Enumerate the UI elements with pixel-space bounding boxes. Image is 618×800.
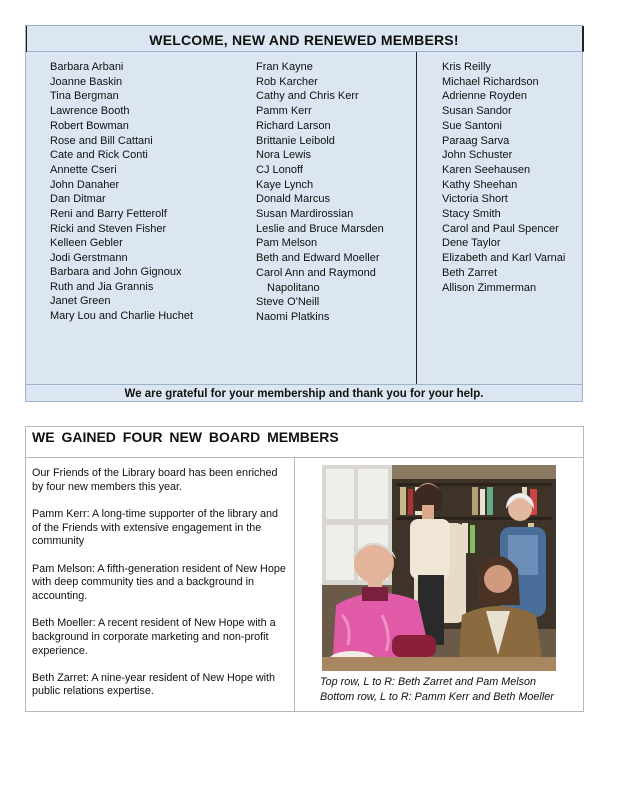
photo-caption [320, 675, 554, 704]
board-members-photo [322, 465, 556, 671]
member-name: Steve O'Neill [256, 296, 320, 309]
board-text [32, 467, 288, 713]
caption-line: Top row, L to R: Beth Zarret and Pam Melson [320, 676, 537, 688]
member-name: Allison Zimmerman [442, 281, 537, 294]
member-name: Pamm Kerr [256, 105, 312, 118]
caption-line: Bottom row, L to R: Pamm Kerr and Beth Moeller [320, 690, 554, 703]
members-section [25, 25, 583, 402]
member-name: Cathy and Chris Kerr [256, 90, 359, 103]
member-name: Sue Santoni [442, 119, 502, 132]
member-name: Mary Lou and Charlie Huchet [50, 309, 194, 322]
member-name: Nora Lewis [256, 149, 312, 162]
member-name: Cate and Rick Conti [50, 149, 148, 162]
member-name: Joanne Baskin [50, 75, 123, 88]
board-heading: WE GAINED FOUR NEW BOARD MEMBERS [26, 427, 583, 458]
member-name: Beth and Edward Moeller [256, 252, 380, 265]
member-name: Ruth and Jia Grannis [50, 280, 154, 293]
board-divider [294, 458, 295, 712]
member-name: Naomi Platkins [256, 310, 330, 323]
member-name: Lawrence Booth [50, 105, 130, 118]
member-name: Susan Sandor [442, 105, 512, 118]
board-paragraph: Beth Moeller: A recent resident of New Hope with a background in corporate marketing and non-profit experience. [32, 617, 276, 657]
member-name: Reni and Barry Fetterolf [50, 208, 167, 221]
member-column-3 [442, 60, 582, 295]
member-name: Napolitano [267, 281, 320, 294]
board-paragraph: Pamm Kerr: A long-time supporter of the library and of the Friends with extensive engagement in the community [32, 507, 279, 548]
member-name: Jodi Gerstmann [50, 252, 128, 265]
member-name: Ricki and Steven Fisher [50, 222, 167, 235]
member-name: Rob Karcher [256, 75, 318, 88]
member-name: John Schuster [442, 149, 513, 162]
member-name: CJ Lonoff [256, 163, 303, 176]
member-name: Stacy Smith [442, 208, 501, 221]
member-name: Dene Taylor [442, 237, 501, 250]
member-name: Kris Reilly [442, 61, 491, 73]
member-name: Brittanie Leibold [256, 134, 335, 147]
member-name: Fran Kayne [256, 61, 313, 73]
members-footer: We are grateful for your membership and thank you for your help. [26, 384, 582, 403]
board-paragraph: Our Friends of the Library board has been enriched by four new members this year. [32, 467, 278, 493]
member-name: Victoria Short [442, 193, 508, 206]
member-name: Paraag Sarva [442, 134, 510, 147]
member-name: Karen Seehausen [442, 163, 531, 176]
member-column-2 [256, 60, 436, 325]
member-name: Elizabeth and Karl Varnai [442, 252, 566, 265]
member-name: John Danaher [50, 178, 120, 191]
member-name: Tina Bergman [50, 90, 119, 103]
member-name: Barbara Arbani [50, 61, 124, 73]
member-name: Robert Bowman [50, 119, 129, 132]
member-name: Kathy Sheehan [442, 178, 518, 191]
member-name: Barbara and John Gignoux [50, 265, 182, 278]
member-name: Adrienne Royden [442, 90, 528, 103]
member-name: Dan Ditmar [50, 193, 106, 206]
member-name: Beth Zarret [442, 266, 498, 279]
member-name: Carol and Paul Spencer [442, 222, 559, 235]
member-name: Annette Cseri [50, 163, 117, 176]
member-column-1 [50, 60, 250, 324]
member-name: Kelleen Gebler [50, 237, 123, 250]
board-paragraph: Pam Melson: A fifth-generation resident of New Hope with deep community ties and a background in accounting. [32, 562, 286, 602]
member-name: Leslie and Bruce Marsden [256, 222, 384, 235]
board-section [25, 426, 584, 712]
member-name: Rose and Bill Cattani [50, 134, 153, 147]
member-name: Janet Green [50, 295, 111, 308]
member-name: Pam Melson [256, 237, 318, 250]
member-name: Donald Marcus [256, 193, 330, 206]
member-name: Carol Ann and Raymond [256, 266, 376, 279]
member-name: Susan Mardirossian [256, 208, 354, 221]
column-divider [416, 52, 417, 384]
member-name: Kaye Lynch [256, 178, 314, 191]
member-name: Michael Richardson [442, 75, 539, 88]
board-paragraph: Beth Zarret: A nine-year resident of New Hope with public relations expertise. [32, 671, 276, 698]
members-title: WELCOME, NEW AND RENEWED MEMBERS! [26, 26, 584, 52]
member-name: Richard Larson [256, 119, 331, 132]
